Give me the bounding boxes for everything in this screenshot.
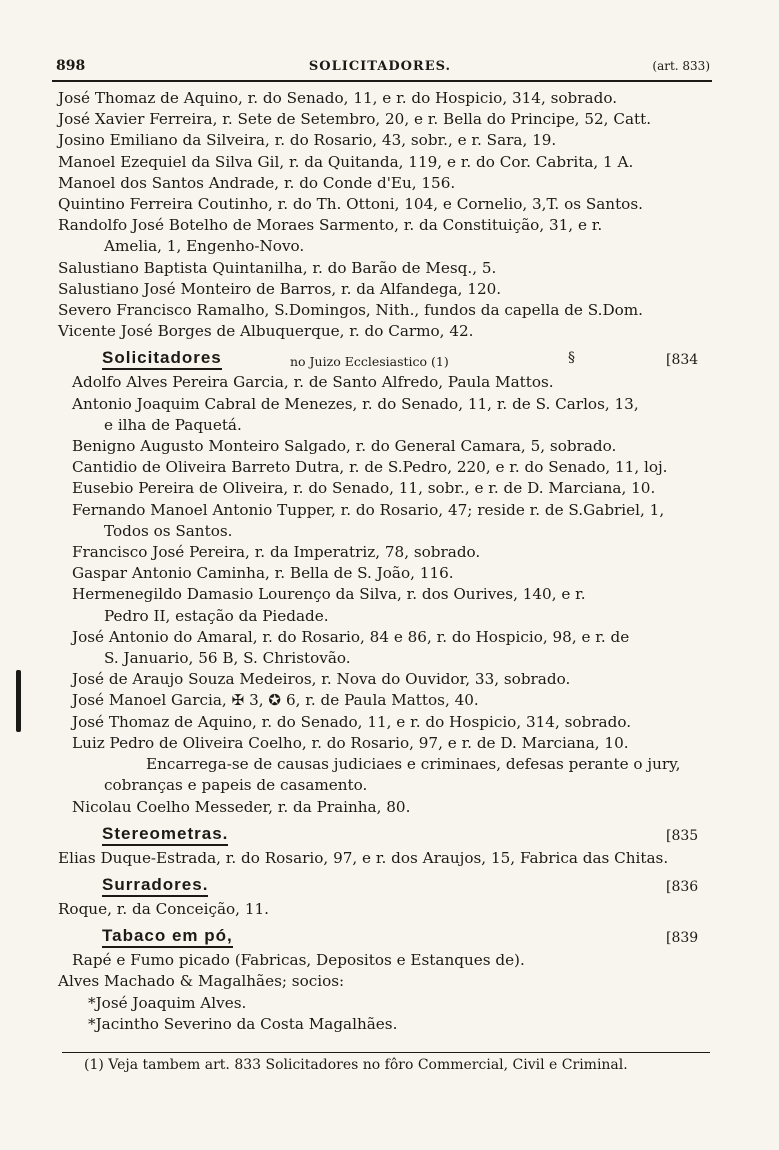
entry-line: Gaspar Antonio Caminha, r. Bella de S. João, 116. [72,564,454,583]
section-heading-solicitadores [58,348,708,372]
entry-partner: *José Joaquim Alves. [88,993,247,1012]
entry-line: Vicente José Borges de Albuquerque, r. do Carmo, 42. [58,322,474,341]
margin-mark [16,670,21,732]
entry-line: Salustiano José Monteiro de Barros, r. da Alfandega, 120. [58,279,502,298]
entry-continuation: Amelia, 1, Engenho-Novo. [104,237,305,256]
entry-partner: *Jacintho Severino da Costa Magalhães. [88,1014,398,1033]
entry-line: Benigno Augusto Monteiro Salgado, r. do General Camara, 5, sobrado. [72,437,617,456]
entry-line: Luiz Pedro de Oliveira Coelho, r. do Rosario, 97, e r. de D. Marciana, 10. [72,733,629,752]
section-mark: § [568,350,575,367]
entry-continuation: e ilha de Paquetá. [104,415,242,434]
entry-line: José Manoel Garcia, ✠ 3, ✪ 6, r. de Paula Mattos, 40. [72,691,479,710]
entry-line: José Thomaz de Aquino, r. do Senado, 11, e r. do Hospicio, 314, sobrado. [72,712,632,731]
section-number: [836 [666,878,699,895]
page-number: 898 [56,58,86,74]
section-number: [835 [666,827,699,844]
entry-continuation: cobranças e papeis de casamento. [104,776,368,795]
entry-line: Manoel Ezequiel da Silva Gil, r. da Quitanda, 119, e r. do Cor. Cabrita, 1 A. [58,152,634,171]
entry-line: Hermenegildo Damasio Lourenço da Silva, r. dos Ourives, 140, e r. [72,585,586,604]
entry-line: José Xavier Ferreira, r. Sete de Setembro, 20, e r. Bella do Principe, 52, Catt. [58,110,652,129]
entry-line: Quintino Ferreira Coutinho, r. do Th. Ottoni, 104, e Cornelio, 3,T. os Santos. [58,195,643,214]
entry-line: Adolfo Alves Pereira Garcia, r. de Santo Alfredo, Paula Mattos. [72,373,554,392]
entry-line: Randolfo José Botelho de Moraes Sarmento, r. da Constituição, 31, e r. [58,216,603,235]
entry-line: Alves Machado & Magalhães; socios: [58,972,345,991]
entry-line: Antonio Joaquim Cabral de Menezes, r. do Senado, 11, r. de S. Carlos, 13, [72,394,639,413]
page-header [50,58,710,80]
entry-line: Roque, r. da Conceição, 11. [58,899,269,918]
section-heading-tabaco [58,926,708,950]
header-rule [52,80,712,82]
entry-note: Encarrega-se de causas judiciaes e criminaes, defesas perante o jury, [146,755,681,774]
section-number: [834 [666,352,699,369]
footnote: (1) Veja tambem art. 833 Solicitadores no fôro Commercial, Civil e Criminal. [84,1057,628,1073]
entry-line: José de Araujo Souza Medeiros, r. Nova do Ouvidor, 33, sobrado. [72,670,571,689]
entry-continuation: Todos os Santos. [104,521,233,540]
entry-line: Severo Francisco Ramalho, S.Domingos, Nith., fundos da capella de S.Dom. [58,301,643,320]
entry-line: Nicolau Coelho Messeder, r. da Prainha, 80. [72,797,411,816]
section-subtitle: no Juizo Ecclesiastico (1) [290,354,449,370]
section-heading-surradores [58,875,708,899]
entry-line: Salustiano Baptista Quintanilha, r. do Barão de Mesq., 5. [58,258,497,277]
entry-line: Fernando Manoel Antonio Tupper, r. do Rosario, 47; reside r. de S.Gabriel, 1, [72,500,665,519]
section-title: Solicitadores [102,348,222,370]
body-text [58,88,708,1035]
entry-line: Rapé e Fumo picado (Fabricas, Depositos e Estanques de). [72,951,525,970]
page-title: SOLICITADORES. [308,59,452,74]
entry-line: José Thomaz de Aquino, r. do Senado, 11, e r. do Hospicio, 314, sobrado. [58,89,618,107]
entry-line: Elias Duque-Estrada, r. do Rosario, 97, e r. dos Araujos, 15, Fabrica das Chitas. [58,848,669,867]
section-title: Surradores. [102,875,208,897]
section-number: [839 [666,930,699,947]
section-heading-stereometras [58,824,708,848]
section-title: Tabaco em pó, [102,926,233,948]
footnote-rule [62,1052,710,1053]
entry-line: Cantidio de Oliveira Barreto Dutra, r. de S.Pedro, 220, e r. do Senado, 11, loj. [72,458,668,477]
entry-line: José Antonio do Amaral, r. do Rosario, 84 e 86, r. do Hospicio, 98, e r. de [72,627,630,646]
entry-continuation: S. Januario, 56 B, S. Christovão. [104,649,351,668]
entry-line: Josino Emiliano da Silveira, r. do Rosario, 43, sobr., e r. Sara, 19. [58,131,557,150]
section-title: Stereometras. [102,824,228,846]
entry-line: Manoel dos Santos Andrade, r. do Conde d'Eu, 156. [58,173,456,192]
entry-continuation: Pedro II, estação da Piedade. [104,606,329,625]
entry-line: Francisco José Pereira, r. da Imperatriz, 78, sobrado. [72,543,481,562]
entry-line: Eusebio Pereira de Oliveira, r. do Senado, 11, sobr., e r. de D. Marciana, 10. [72,479,656,498]
article-ref: (art. 833) [652,59,710,73]
